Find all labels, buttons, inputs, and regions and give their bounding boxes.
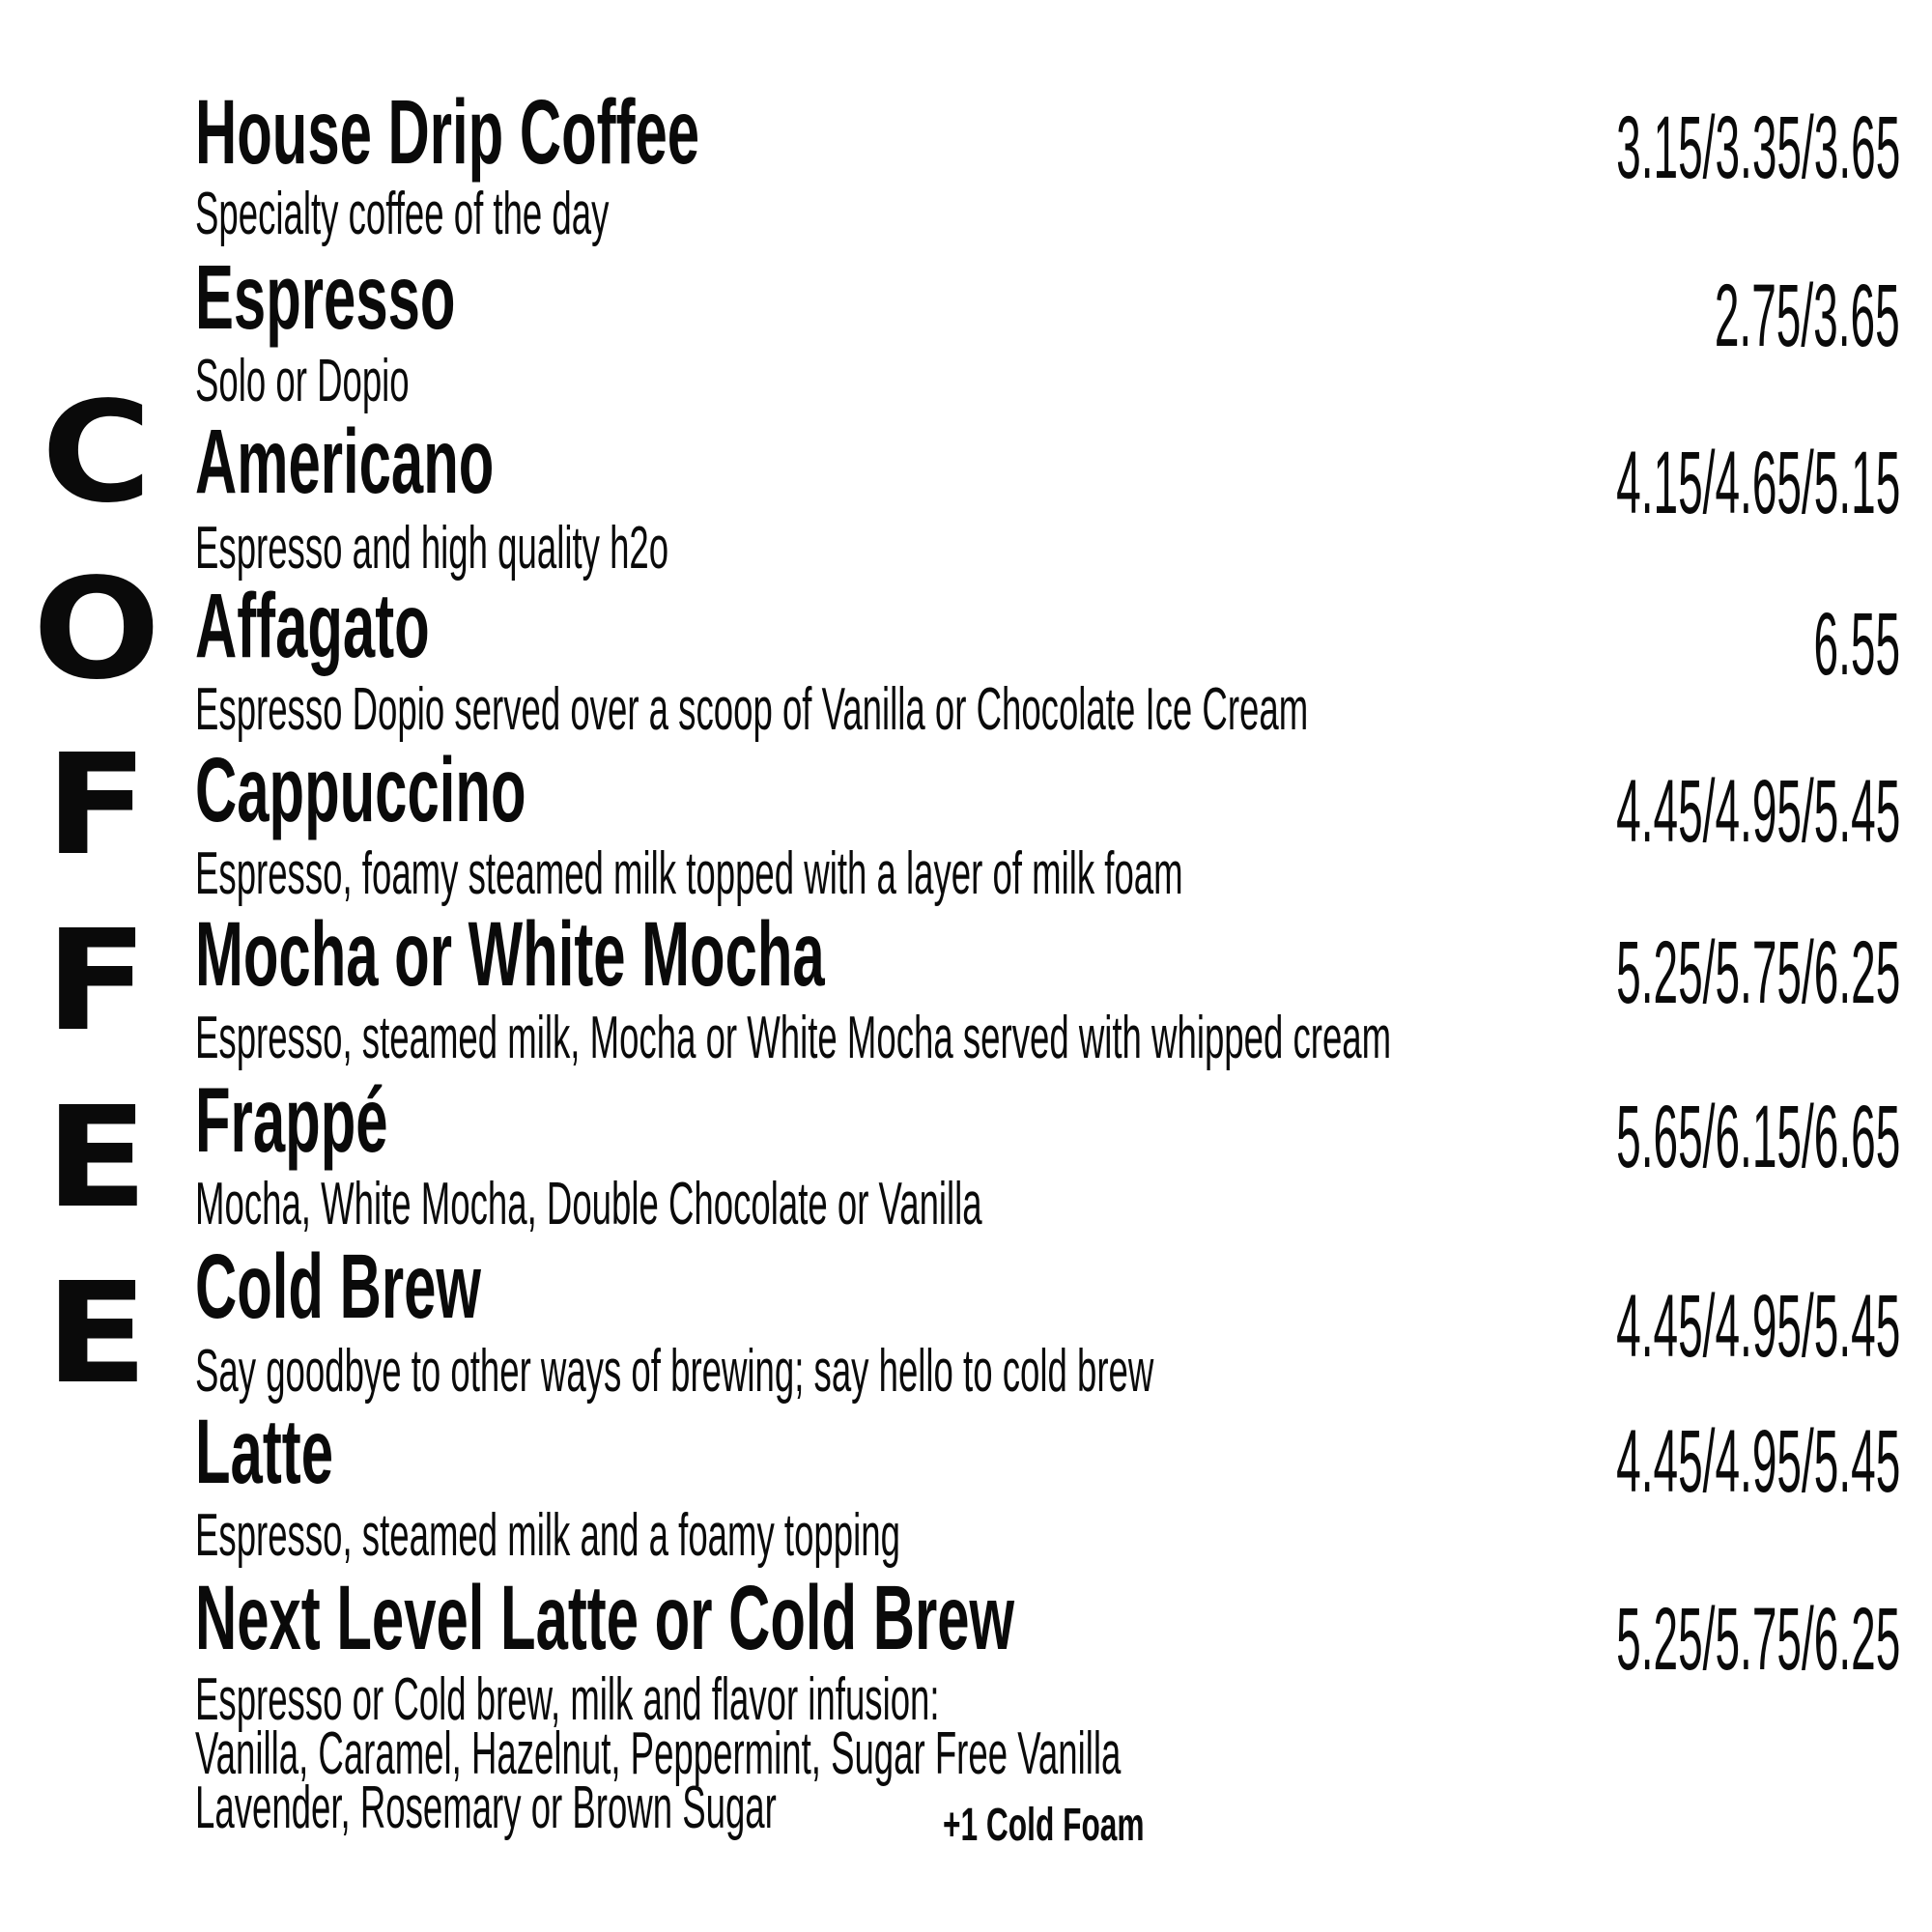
menu-item-description-line-2: Vanilla, Caramel, Hazelnut, Peppermint, Sugar Free Vanilla [195,1720,1122,1787]
menu-item-price: 4.45/4.95/5.45 [1615,1412,1900,1511]
menu-item-description: Say goodbye to other ways of brewing; say hello to cold brew [195,1338,1154,1405]
menu-item-name: Espresso [195,246,456,349]
menu-item-description: Espresso and high quality h2o [195,515,669,582]
menu-item-description: Solo or Dopio [195,348,410,414]
menu-item-name: Cold Brew [195,1236,481,1338]
menu-item-name: Next Level Latte or Cold Brew [195,1567,1015,1669]
section-letter-o: O [32,548,161,710]
menu-item-description: Espresso, foamy steamed milk topped with a layer of milk foam [195,840,1183,907]
menu-item-price: 3.15/3.35/3.65 [1615,99,1900,197]
menu-item-description-line-3: Lavender, Rosemary or Brown Sugar [195,1775,777,1841]
menu-item-price: 5.25/5.75/6.25 [1615,923,1900,1022]
menu-item-price: 6.55 [1813,595,1900,694]
section-letter-e1: E [44,1076,149,1238]
menu-item-price: 4.45/4.95/5.45 [1615,1277,1900,1376]
menu-item-price: 4.15/4.65/5.15 [1615,434,1900,532]
menu-item-name: Frappé [195,1069,388,1172]
section-letter-c: C [41,371,153,533]
menu-item-name: Affagato [195,575,430,677]
section-letter-f2: F [44,899,149,1062]
menu-item-name: Americano [195,411,495,513]
menu-item-price: 4.45/4.95/5.45 [1615,762,1900,861]
menu-item-name: Mocha or White Mocha [195,903,825,1006]
menu-item-description: Espresso, steamed milk, Mocha or White Mocha served with whipped cream [195,1005,1392,1071]
menu-item-name: Latte [195,1401,334,1503]
menu-item-name: House Drip Coffee [195,81,700,184]
menu-item-price: 5.65/6.15/6.65 [1615,1088,1900,1186]
menu-item-price: 2.75/3.65 [1715,267,1900,365]
menu-item-price: 5.25/5.75/6.25 [1615,1590,1900,1689]
menu-item-description-line-1: Espresso or Cold brew, milk and flavor infusion: [195,1666,940,1733]
section-letter-e2: E [44,1252,149,1414]
menu-item-description: Specialty coffee of the day [195,181,610,247]
menu-item-description: Mocha, White Mocha, Double Chocolate or Vanilla [195,1171,982,1237]
menu-item-description: Espresso, steamed milk and a foamy topping [195,1502,900,1569]
cold-foam-addon-note: +1 Cold Foam [943,1800,1145,1851]
menu-item-description: Espresso Dopio served over a scoop of Vanilla or Chocolate Ice Cream [195,676,1309,743]
menu-item-name: Cappuccino [195,739,526,841]
section-letter-f1: F [44,724,149,886]
